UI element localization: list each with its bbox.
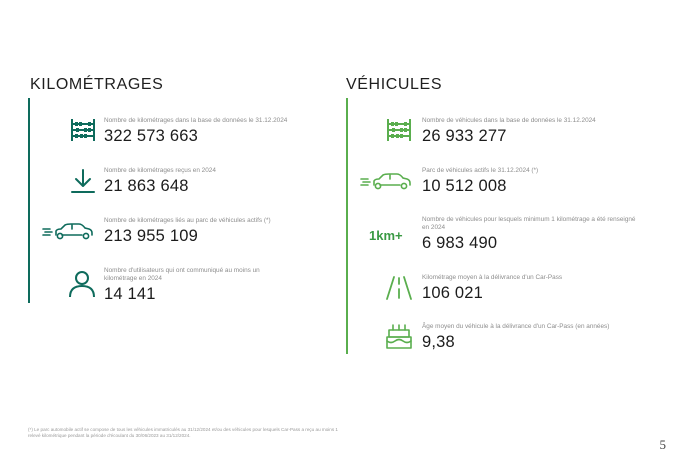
kilometrages-column (28, 98, 318, 303)
stat-value: 6 983 490 (422, 234, 498, 252)
stat-label: Kilométrage moyen à la délivrance d'un Car-Pass (422, 274, 563, 281)
stat-label: Âge moyen du véhicule à la délivrance d'un Car-Pass (en années) (422, 323, 610, 330)
footnote: (*) Le parc automobile actif se compose de tous les véhicules immatriculés au 31/12/2024 et/ou des véhicules pour lesquels Car-Pass a reçu au moins 1 relevé kilométrique pendant la période d'écoulant du 30/06/2023 au 31/12/2024. (28, 427, 338, 438)
stat-value: 26 933 277 (422, 127, 507, 145)
abacus-icon (70, 118, 96, 142)
vehicules-divider (346, 98, 348, 354)
stat-avg-km (422, 274, 622, 303)
stat-value: 10 512 008 (422, 177, 507, 195)
km-plus-icon: 1km+ (369, 228, 403, 243)
birthday-cake-icon (386, 322, 412, 350)
stat-value: 322 573 663 (104, 127, 198, 145)
page-number: 5 (659, 437, 666, 452)
stat-vehicles-database (422, 117, 622, 146)
stat-vehicles-with-km (422, 216, 642, 253)
abacus-icon (386, 118, 412, 142)
user-icon (68, 270, 96, 298)
download-icon (70, 168, 96, 194)
moving-car-icon (42, 222, 94, 240)
stat-active-fleet (422, 167, 622, 196)
stat-label: Nombre de kilométrages reçus en 2024 (104, 167, 216, 174)
stat-label: Nombre de véhicules pour lesquels minimum 1 kilométrage a été renseigné en 2024 (422, 216, 636, 231)
kilometrages-divider (28, 98, 30, 303)
road-icon (386, 276, 412, 300)
stat-km-database (104, 117, 304, 146)
stat-km-active-fleet (104, 217, 314, 246)
stat-label: Nombre de véhicules dans la base de données le 31.12.2024 (422, 117, 596, 124)
stat-value: 21 863 648 (104, 177, 189, 195)
vehicules-column (346, 98, 646, 354)
stat-label: Nombre de kilométrages liés au parc de véhicules actifs (*) (104, 217, 271, 224)
stat-users (104, 267, 284, 304)
stat-km-received (104, 167, 304, 196)
stat-avg-age (422, 323, 642, 352)
stat-value: 213 955 109 (104, 227, 198, 245)
moving-car-icon (360, 172, 412, 190)
stat-label: Nombre de kilométrages dans la base de données le 31.12.2024 (104, 117, 288, 124)
vehicules-title: VÉHICULES (346, 76, 443, 93)
kilometrages-title: KILOMÉTRAGES (30, 76, 164, 93)
stat-label: Nombre d'utilisateurs qui ont communiqué au moins un kilométrage en 2024 (104, 267, 260, 282)
stat-label: Parc de véhicules actifs le 31.12.2024 (*) (422, 167, 539, 174)
stat-value: 106 021 (422, 284, 484, 302)
stat-value: 9,38 (422, 333, 455, 351)
stat-value: 14 141 (104, 285, 156, 303)
